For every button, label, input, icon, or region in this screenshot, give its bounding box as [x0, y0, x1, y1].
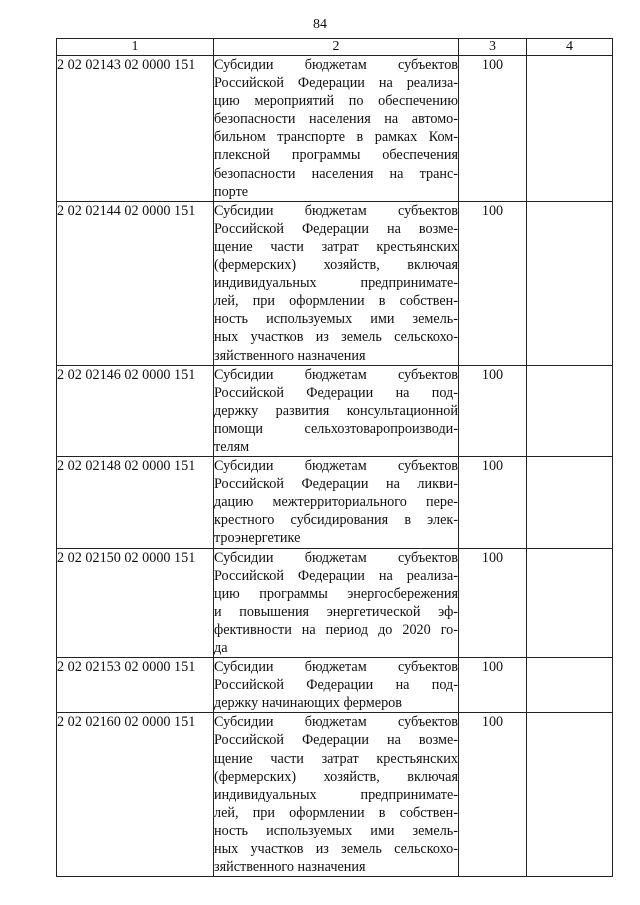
description-line: Российской Федерации на возме-: [214, 732, 458, 749]
column-4-cell: [527, 658, 613, 713]
description-line: и повышения энергетической эф-: [214, 603, 458, 620]
description-line: крестного субсидирования в элек-: [214, 512, 458, 529]
description-line: Субсидии бюджетам субъектов: [214, 549, 458, 566]
description-line: цию мероприятий по обеспечению: [214, 93, 458, 110]
description-line: ных участков из земель сельскохо-: [214, 841, 458, 858]
column-4-cell: [527, 457, 613, 548]
description-cell: [214, 713, 459, 877]
budget-code-cell: 2 02 02144 02 0000 151: [57, 201, 214, 365]
column-header-2: 2: [214, 39, 459, 56]
column-header-3: 3: [459, 39, 527, 56]
column-4-cell: [527, 56, 613, 202]
description-line: телям: [214, 438, 250, 455]
description-line: щение части затрат крестьянских: [214, 750, 458, 767]
description-line: Субсидии бюджетам субъектов: [214, 366, 458, 383]
column-4-cell: [527, 201, 613, 365]
description-line: Российской Федерации на ликви-: [214, 476, 458, 493]
column-header-1: 1: [57, 39, 214, 56]
description-cell: [214, 56, 459, 202]
description-line: Российской Федерации на под-: [214, 677, 458, 694]
description-line: плексной программы обеспечения: [214, 147, 458, 164]
description-line: лей, при оформлении в собствен-: [214, 804, 458, 821]
description-line: да: [214, 640, 228, 656]
table-row: [57, 548, 613, 658]
description-line: зяйственного назначения: [214, 347, 366, 364]
value-cell: 100: [459, 658, 527, 713]
description-line: ность используемых ими земель-: [214, 822, 458, 839]
description-line: зяйственного назначения: [214, 859, 366, 876]
value-cell: 100: [459, 713, 527, 877]
description-line: Российской Федерации на реализа-: [214, 75, 458, 92]
description-line: фективности на период до 2020 го-: [214, 621, 458, 638]
description-line: (фермерских) хозяйств, включая: [214, 257, 458, 274]
column-header-4: 4: [527, 39, 613, 56]
table-row: [57, 201, 613, 365]
budget-code-cell: 2 02 02143 02 0000 151: [57, 56, 214, 202]
description-line: безопасности населения на автомо-: [214, 111, 458, 128]
description-line: Субсидии бюджетам субъектов: [214, 458, 458, 475]
description-line: Российской Федерации на реализа-: [214, 567, 458, 584]
description-line: держку развития консультационной: [214, 402, 458, 419]
description-line: Субсидии бюджетам субъектов: [214, 202, 458, 219]
description-line: щение части затрат крестьянских: [214, 238, 458, 255]
column-4-cell: [527, 713, 613, 877]
table-row: [57, 56, 613, 202]
table-row: [57, 457, 613, 548]
value-cell: 100: [459, 56, 527, 202]
column-4-cell: [527, 548, 613, 658]
value-cell: 100: [459, 548, 527, 658]
table-body: [57, 56, 613, 877]
description-line: ных участков из земель сельскохо-: [214, 329, 458, 346]
budget-code-cell: 2 02 02160 02 0000 151: [57, 713, 214, 877]
value-cell: 100: [459, 365, 527, 456]
page-number: 84: [313, 17, 327, 32]
description-line: индивидуальных предпринимате-: [214, 275, 458, 292]
description-line: безопасности населения на транс-: [214, 165, 458, 182]
budget-code-cell: 2 02 02153 02 0000 151: [57, 658, 214, 713]
description-line: Российской Федерации на возме-: [214, 220, 458, 237]
description-line: помощи сельхозтоваропроизводи-: [214, 420, 458, 437]
description-line: Субсидии бюджетам субъектов: [214, 659, 458, 676]
budget-code-cell: 2 02 02146 02 0000 151: [57, 365, 214, 456]
value-cell: 100: [459, 457, 527, 548]
value-cell: 100: [459, 201, 527, 365]
description-line: лей, при оформлении в собствен-: [214, 293, 458, 310]
table-row: [57, 713, 613, 877]
budget-code-cell: 2 02 02148 02 0000 151: [57, 457, 214, 548]
description-line: Субсидии бюджетам субъектов: [214, 714, 458, 731]
description-line: держку начинающих фермеров: [214, 695, 402, 712]
table-row: [57, 658, 613, 713]
column-4-cell: [527, 365, 613, 456]
description-line: ность используемых ими земель-: [214, 311, 458, 328]
table-row: [57, 365, 613, 456]
description-line: Субсидии бюджетам субъектов: [214, 57, 458, 73]
budget-code-cell: 2 02 02150 02 0000 151: [57, 548, 214, 658]
description-line: порте: [214, 183, 249, 200]
table-header-row: [57, 39, 613, 56]
description-cell: [214, 548, 459, 658]
description-line: (фермерских) хозяйств, включая: [214, 768, 458, 785]
description-cell: [214, 201, 459, 365]
description-line: дацию межтерриториального пере-: [214, 494, 458, 511]
description-cell: [214, 457, 459, 548]
description-line: цию программы энергосбережения: [214, 585, 458, 602]
description-line: бильном транспорте в рамках Ком-: [214, 129, 458, 146]
description-line: Российской Федерации на под-: [214, 384, 458, 401]
description-line: индивидуальных предпринимате-: [214, 786, 458, 803]
description-line: троэнергетике: [214, 530, 301, 547]
description-cell: [214, 658, 459, 713]
budget-table: [56, 38, 613, 877]
description-cell: [214, 365, 459, 456]
